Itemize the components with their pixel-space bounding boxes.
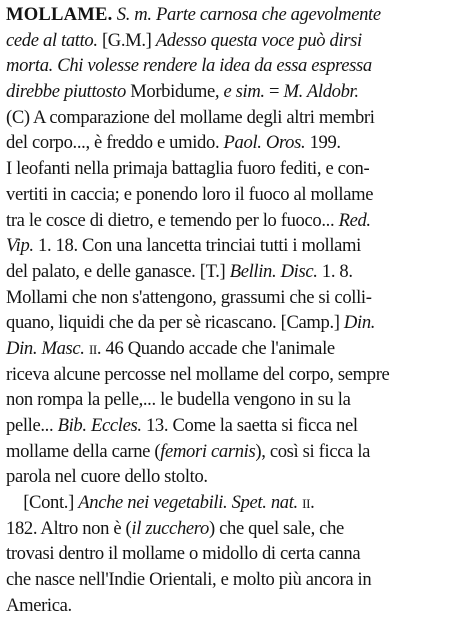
text-run: Mollami che non s'attengono, grassumi che si colli- [6,286,372,308]
text-line [6,79,466,105]
italic-run: Adesso questa voce può dirsi [155,29,362,51]
text-line [6,362,466,388]
italic-run: , e sim. [214,81,265,103]
small-caps-run: ii [302,492,311,514]
italic-run: il zucchero [131,517,209,539]
headword: MOLLAME. [6,4,113,25]
text-run: trovasi dentro il mollame o midollo di certa canna [6,543,361,565]
text-run: parola nel cuore dello stolto. [6,466,208,488]
text-run: I leofanti nella primaja battaglia fuoro fediti, e con- [6,158,370,180]
italic-run: Vip. [6,235,34,257]
text-run: del palato, e delle ganasce. [T.] [6,260,230,282]
text-run: 199. [305,132,341,154]
text-line [6,233,466,259]
italic-run: morta. Chi volesse rendere la idea da essa espressa [6,55,372,77]
text-run: 1. 8. [317,260,353,282]
text-run: ), così si ficca la [255,440,371,462]
text-line [6,156,466,182]
italic-run: Bib. Eccles. [57,415,142,436]
small-caps-run: ii [88,337,97,359]
italic-run: Din. Masc. [6,337,85,359]
text-run: che nasce nell'Indie Orientali, e molto più ancora in [6,569,372,591]
text-run: 1. 18. Con una lancetta trinciai tutti i mollami [33,235,361,257]
text-line [6,516,466,542]
text-run: del corpo..., è freddo e umido. [6,132,224,154]
text-line [6,182,466,208]
italic-run: cede al tatto. [6,29,98,51]
dictionary-entry-mollame [6,2,466,616]
text-run: America. [6,594,72,616]
italic-run: Din. [343,312,376,334]
text-run: [G.M.] [97,29,156,51]
text-run: non rompa la pelle,... le budella vengono in su la [6,389,351,411]
text-line [6,567,466,593]
text-line [6,310,466,336]
text-run: quano, liquidi che da per sè ricascano. [Camp.] [6,312,344,334]
text-run: ) che quel sale, che [208,517,344,539]
italic-run: Bellin. Disc. [229,260,318,282]
text-run: 13. Come la saetta si ficca nel [141,415,358,436]
text-line [6,387,466,413]
text-run: . [310,492,315,514]
italic-run: femori carnis [160,440,256,462]
text-line [6,490,466,516]
text-run: [Cont.] [6,492,79,514]
text-run: riceva alcune percosse nel mollame del corpo, sempre [6,363,390,385]
italic-run: Paol. Oros. [223,132,306,154]
text-line [6,593,466,619]
text-line [6,259,466,285]
text-line [6,130,466,156]
text-run: Morbidume [125,81,215,103]
text-line [6,413,466,439]
text-line [6,336,466,362]
text-line [6,2,466,28]
text-run: . 46 Quando accade che l'animale [96,337,335,359]
text-run: 182. Altro non è ( [6,517,132,539]
text-run: mollame della carne ( [6,440,161,462]
text-run: tra le cosce di dietro, e temendo per lo fuoco... [6,209,339,231]
italic-run: Anche nei vegetabili. Spet. nat. [78,492,298,514]
text-run: (C) A comparazione del mollame degli altri membri [6,106,375,128]
text-line [6,439,466,465]
text-line [6,285,466,311]
text-run: = [264,81,284,103]
text-line [6,464,466,490]
text-line [6,208,466,234]
italic-run: direbbe piuttosto [6,81,126,103]
text-line [6,28,466,54]
text-run: vertiti in caccia; e ponendo loro il fuoco al mollame [6,183,374,205]
text-run: pelle... [6,415,58,436]
italic-run: M. Aldobr. [283,81,359,103]
italic-run: Red. [338,209,371,231]
text-line [6,105,466,131]
text-line [6,541,466,567]
italic-run: S. m. Parte carnosa che agevolmente [116,4,381,25]
text-line [6,53,466,79]
